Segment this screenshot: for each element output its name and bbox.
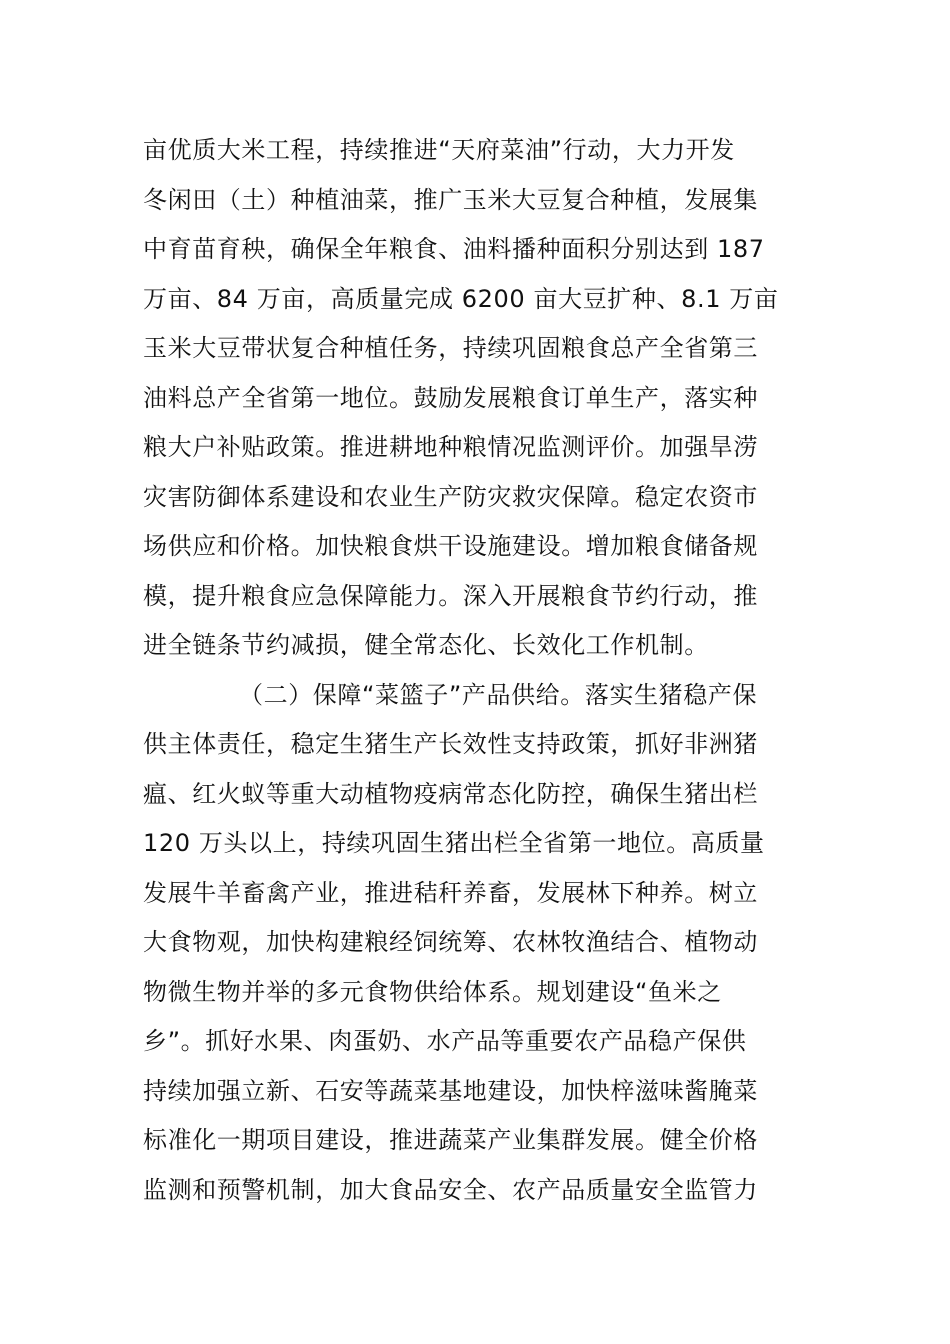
text-line: 标准化一期项目建设，推进蔬菜产业集群发展。健全价格 bbox=[143, 1126, 758, 1154]
text-line: 120 万头以上，持续巩固生猪出栏全省第一地位。高质量 bbox=[143, 829, 765, 857]
text-line: 乡”。抓好水果、肉蛋奶、水产品等重要农产品稳产保供 bbox=[143, 1027, 747, 1055]
text-line: 瘟、红火蚁等重大动植物疫病常态化防控，确保生猪出栏 bbox=[143, 779, 758, 808]
text-line: 冬闲田（土）种植油菜，推广玉米大豆复合种植，发展集 bbox=[143, 185, 758, 214]
text-line: 玉米大豆带状复合种植任务，持续巩固粮食总产全省第三 bbox=[143, 334, 758, 362]
text-line: 粮大户补贴政策。推进耕地种粮情况监测评价。加强旱涝 bbox=[143, 433, 758, 461]
text-line: 大食物观，加快构建粮经饲统筹、农林牧渔结合、植物动 bbox=[143, 928, 758, 956]
text-line: 监测和预警机制，加大食品安全、农产品质量安全监管力 bbox=[143, 1175, 758, 1204]
document-body bbox=[143, 126, 813, 1215]
text-line: 持续加强立新、石安等蔬菜基地建设，加快梓滋味酱腌菜 bbox=[143, 1076, 758, 1105]
text-line: 亩优质大米工程，持续推进“天府菜油”行动，大力开发 bbox=[143, 136, 735, 164]
text-line: 中育苗育秧，确保全年粮食、油料播种面积分别达到 187 bbox=[143, 235, 765, 263]
text-line: 场供应和价格。加快粮食烘干设施建设。增加粮食储备规 bbox=[143, 532, 758, 560]
text-line: 万亩、84 万亩，高质量完成 6200 亩大豆扩种、8.1 万亩 bbox=[143, 284, 779, 313]
section-heading-line: （二）保障“菜篮子”产品供给。落实生猪稳产保 bbox=[239, 680, 758, 709]
text-line: 模，提升粮食应急保障能力。深入开展粮食节约行动，推 bbox=[143, 581, 758, 610]
text-line: 物微生物并举的多元食物供给体系。规划建设“鱼米之 bbox=[143, 977, 722, 1006]
text-line: 供主体责任，稳定生猪生产长效性支持政策，抓好非洲猪 bbox=[143, 730, 758, 758]
text-line: 油料总产全省第一地位。鼓励发展粮食订单生产，落实种 bbox=[143, 383, 758, 412]
text-line: 灾害防御体系建设和农业生产防灾救灾保障。稳定农资市 bbox=[143, 482, 758, 511]
text-line: 进全链条节约减损，健全常态化、长效化工作机制。 bbox=[143, 631, 709, 659]
text-line: 发展牛羊畜禽产业，推进秸秆养畜，发展林下种养。树立 bbox=[143, 878, 758, 907]
